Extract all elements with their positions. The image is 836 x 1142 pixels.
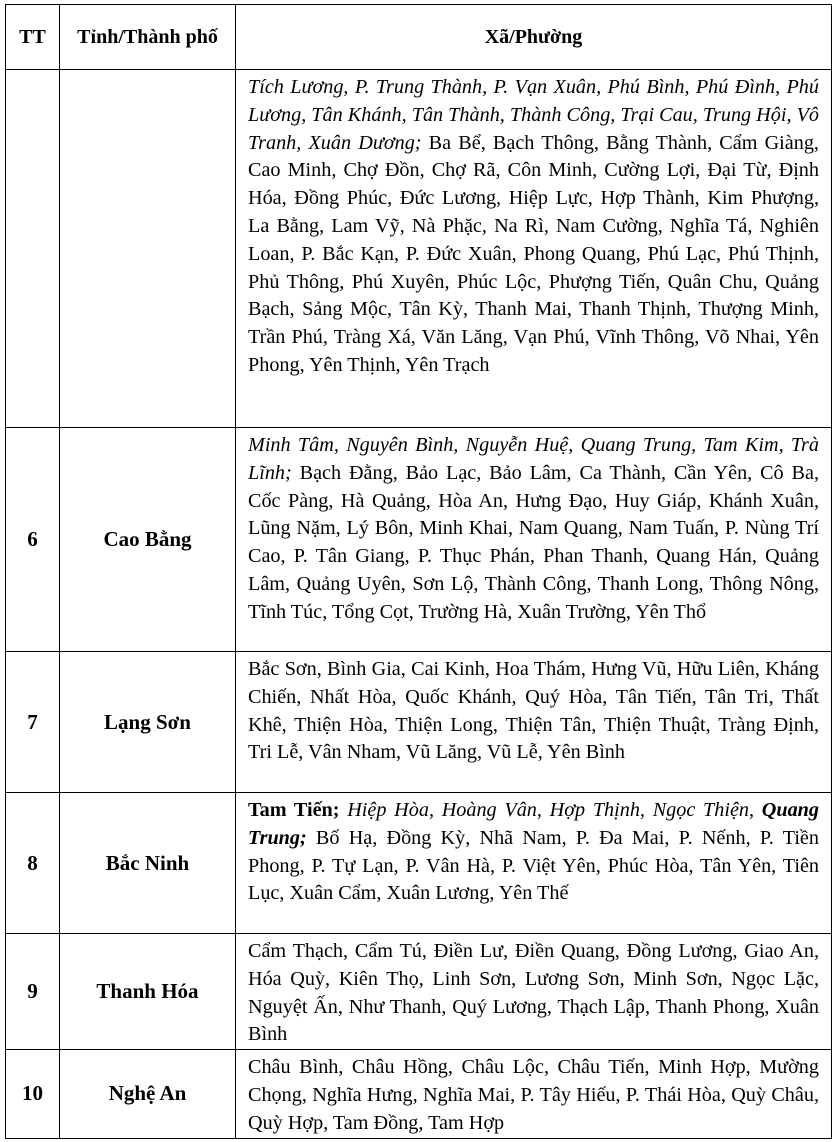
row-number: 7 (6, 652, 60, 793)
ward-segment: Bố Hạ, Đồng Kỳ, Nhã Nam, P. Đa Mai, P. Nếnh, P. Tiền Phong, P. Tự Lạn, P. Vân Hà, P. Việt Yên, Phúc Hòa, Tân Yên, Tiên Lục, Xuân Cẩm, Xuân Lương, Yên Thế (248, 826, 819, 905)
header-row (6, 5, 832, 70)
table-row (6, 428, 832, 652)
row-number: 6 (6, 428, 60, 652)
row-number: 10 (6, 1050, 60, 1138)
ward-segment: Bạch Đằng, Bảo Lạc, Bảo Lâm, Ca Thành, Cần Yên, Cô Ba, Cốc Pàng, Hà Quảng, Hòa An, Hưng Đạo, Huy Giáp, Khánh Xuân, Lũng Nặm, Lý Bôn, Minh Khai, Nam Quang, Nam Tuấn, P. Nùng Trí Cao, P. Tân Giang, P. Thục Phán, Phan Thanh, Quang Hán, Quảng Lâm, Quảng Uyên, Sơn Lộ, Thành Công, Thanh Long, Thông Nông, Tĩnh Túc, Tổng Cọt, Trường Hà, Xuân Trường, Yên Thổ (248, 461, 819, 623)
ward-table (5, 4, 832, 1139)
ward-list (236, 1050, 832, 1138)
table-row (6, 1050, 832, 1138)
ward-segment: Ba Bể, Bạch Thông, Bằng Thành, Cẩm Giàng, Cao Minh, Chợ Đồn, Chợ Rã, Côn Minh, Cường Lợi, Đại Từ, Định Hóa, Đồng Phúc, Đức Lương, Hiệp Lực, Hợp Thành, Kim Phượng, La Bằng, Lam Vỹ, Nà Phặc, Na Rì, Nam Cường, Nghĩa Tá, Nghiên Loan, P. Bắc Kạn, P. Đức Xuân, Phong Quang, Phú Lạc, Phú Thịnh, Phủ Thông, Phú Xuyên, Phúc Lộc, Phượng Tiến, Quân Chu, Quảng Bạch, Sảng Mộc, Tân Kỳ, Thanh Mai, Thanh Thịnh, Thượng Minh, Trần Phú, Tràng Xá, Văn Lăng, Vạn Phú, Vĩnh Thông, Võ Nhai, Yên Phong, Yên Thịnh, Yên Trạch (248, 131, 819, 376)
header-tt: TT (6, 5, 60, 70)
province-name: Thanh Hóa (60, 934, 236, 1050)
province-name: Nghệ An (60, 1050, 236, 1138)
document-page (5, 4, 831, 1139)
ward-segment: Tam Tiến; (248, 799, 340, 821)
table-row (6, 934, 832, 1050)
province-name (60, 70, 236, 428)
ward-segment: Cẩm Thạch, Cẩm Tú, Điền Lư, Điền Quang, Đồng Lương, Giao An, Hóa Quỳ, Kiên Thọ, Linh Sơn, Lương Sơn, Minh Sơn, Ngọc Lặc, Nguyệt Ấn, Như Thanh, Quý Lương, Thạch Lập, Thanh Phong, Xuân Bình (248, 940, 819, 1046)
table-row (6, 70, 832, 428)
row-number (6, 70, 60, 428)
header-wards: Xã/Phường (236, 5, 832, 70)
row-number: 9 (6, 934, 60, 1050)
row-number: 8 (6, 793, 60, 934)
table-row (6, 652, 832, 793)
table-row (6, 793, 832, 934)
ward-segment: Tích Lương, P. Trung Thành, P. Vạn Xuân, Phú Bình, Phú Đình, Phú Lương, Tân Khánh, Tân Thành, Thành Công, Trại Cau, Trung Hội, Vô Tranh, Xuân Dương; (248, 76, 819, 154)
ward-segment: Quang Trung; (248, 799, 820, 849)
province-name: Bắc Ninh (60, 793, 236, 934)
ward-segment: Châu Bình, Châu Hồng, Châu Lộc, Châu Tiến, Minh Hợp, Mường Chọng, Nghĩa Hưng, Nghĩa Mai, P. Tây Hiếu, P. Thái Hòa, Quỳ Châu, Quỳ Hợp, Tam Đồng, Tam Hợp (248, 1056, 819, 1134)
ward-list (236, 70, 832, 428)
ward-segment: Minh Tâm, Nguyên Bình, Nguyễn Huệ, Quang Trung, Tam Kim, Trà Lĩnh; (248, 434, 819, 484)
province-name: Lạng Sơn (60, 652, 236, 793)
ward-segment: Hiệp Hòa, Hoàng Vân, Hợp Thịnh, Ngọc Thiện, (339, 799, 762, 821)
ward-list (236, 793, 832, 934)
ward-list (236, 428, 832, 652)
header-province: Tỉnh/Thành phố (60, 5, 236, 70)
ward-segment: Bắc Sơn, Bình Gia, Cai Kinh, Hoa Thám, Hưng Vũ, Hữu Liên, Kháng Chiến, Nhất Hòa, Quốc Khánh, Quý Hòa, Tân Tiến, Tân Tri, Thất Khê, Thiện Hòa, Thiện Long, Thiện Tân, Thiện Thuật, Tràng Định, Tri Lễ, Vân Nham, Vũ Lăng, Vũ Lễ, Yên Bình (248, 658, 819, 764)
ward-list (236, 934, 832, 1050)
province-name: Cao Bằng (60, 428, 236, 652)
ward-list (236, 652, 832, 793)
